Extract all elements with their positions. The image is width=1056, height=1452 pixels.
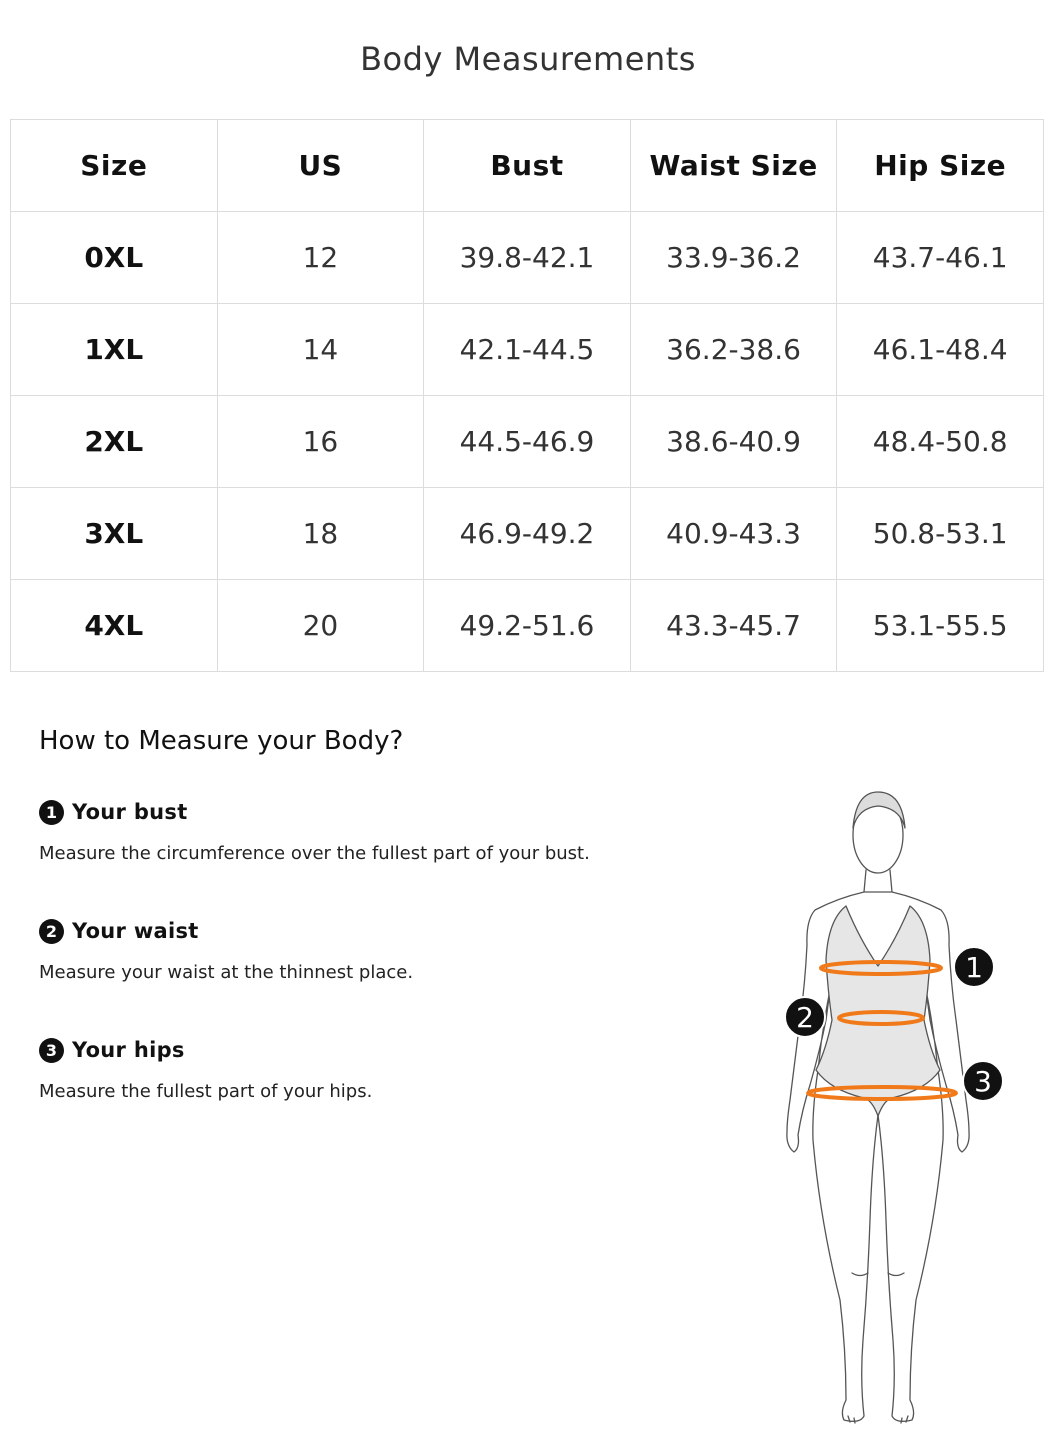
- column-header-waist: Waist Size: [630, 120, 837, 212]
- step-number-badge: 2: [39, 919, 64, 944]
- hip-cell: 43.7-46.1: [837, 212, 1044, 304]
- step-title: Your hips: [72, 1038, 185, 1062]
- size-cell: 1XL: [11, 304, 218, 396]
- table-row: [11, 212, 1044, 304]
- step-number-badge: 3: [39, 1038, 64, 1063]
- table-row: [11, 488, 1044, 580]
- body-measurement-figure: [760, 780, 1040, 1440]
- us-cell: 16: [217, 396, 424, 488]
- table-row: [11, 580, 1044, 672]
- bust-cell: 39.8-42.1: [424, 212, 631, 304]
- column-header-size: Size: [11, 120, 218, 212]
- hip-cell: 48.4-50.8: [837, 396, 1044, 488]
- bust-cell: 49.2-51.6: [424, 580, 631, 672]
- page-title: Body Measurements: [360, 40, 696, 78]
- step-title: Your waist: [72, 919, 199, 943]
- bust-cell: 46.9-49.2: [424, 488, 631, 580]
- step-description: Measure the fullest part of your hips.: [39, 1081, 373, 1102]
- marker-2: [785, 997, 825, 1037]
- size-cell: 3XL: [11, 488, 218, 580]
- marker-3: [963, 1061, 1003, 1101]
- bust-cell: 44.5-46.9: [424, 396, 631, 488]
- step-bust: [39, 797, 679, 864]
- size-cell: 0XL: [11, 212, 218, 304]
- us-cell: 14: [217, 304, 424, 396]
- how-to-measure-heading: How to Measure your Body?: [39, 726, 404, 756]
- hip-cell: 50.8-53.1: [837, 488, 1044, 580]
- column-header-hip: Hip Size: [837, 120, 1044, 212]
- step-description: Measure the circumference over the fullest part of your bust.: [39, 843, 590, 864]
- table-header-row: [11, 120, 1044, 212]
- waist-cell: 36.2-38.6: [630, 304, 837, 396]
- hip-cell: 53.1-55.5: [837, 580, 1044, 672]
- us-cell: 18: [217, 488, 424, 580]
- step-number-badge: 1: [39, 800, 64, 825]
- step-title: Your bust: [72, 800, 188, 824]
- us-cell: 12: [217, 212, 424, 304]
- column-header-bust: Bust: [424, 120, 631, 212]
- size-cell: 2XL: [11, 396, 218, 488]
- marker-label: 3: [974, 1065, 992, 1098]
- marker-label: 2: [796, 1001, 814, 1034]
- step-waist: [39, 916, 679, 983]
- marker-label: 1: [965, 951, 983, 984]
- waist-cell: 38.6-40.9: [630, 396, 837, 488]
- waist-cell: 33.9-36.2: [630, 212, 837, 304]
- step-hips: [39, 1035, 679, 1102]
- table-row: [11, 304, 1044, 396]
- marker-1: [954, 947, 994, 987]
- size-cell: 4XL: [11, 580, 218, 672]
- size-chart-table: [10, 119, 1044, 672]
- step-description: Measure your waist at the thinnest place.: [39, 962, 414, 983]
- us-cell: 20: [217, 580, 424, 672]
- waist-cell: 43.3-45.7: [630, 580, 837, 672]
- hip-cell: 46.1-48.4: [837, 304, 1044, 396]
- table-row: [11, 396, 1044, 488]
- waist-cell: 40.9-43.3: [630, 488, 837, 580]
- column-header-us: US: [217, 120, 424, 212]
- bust-cell: 42.1-44.5: [424, 304, 631, 396]
